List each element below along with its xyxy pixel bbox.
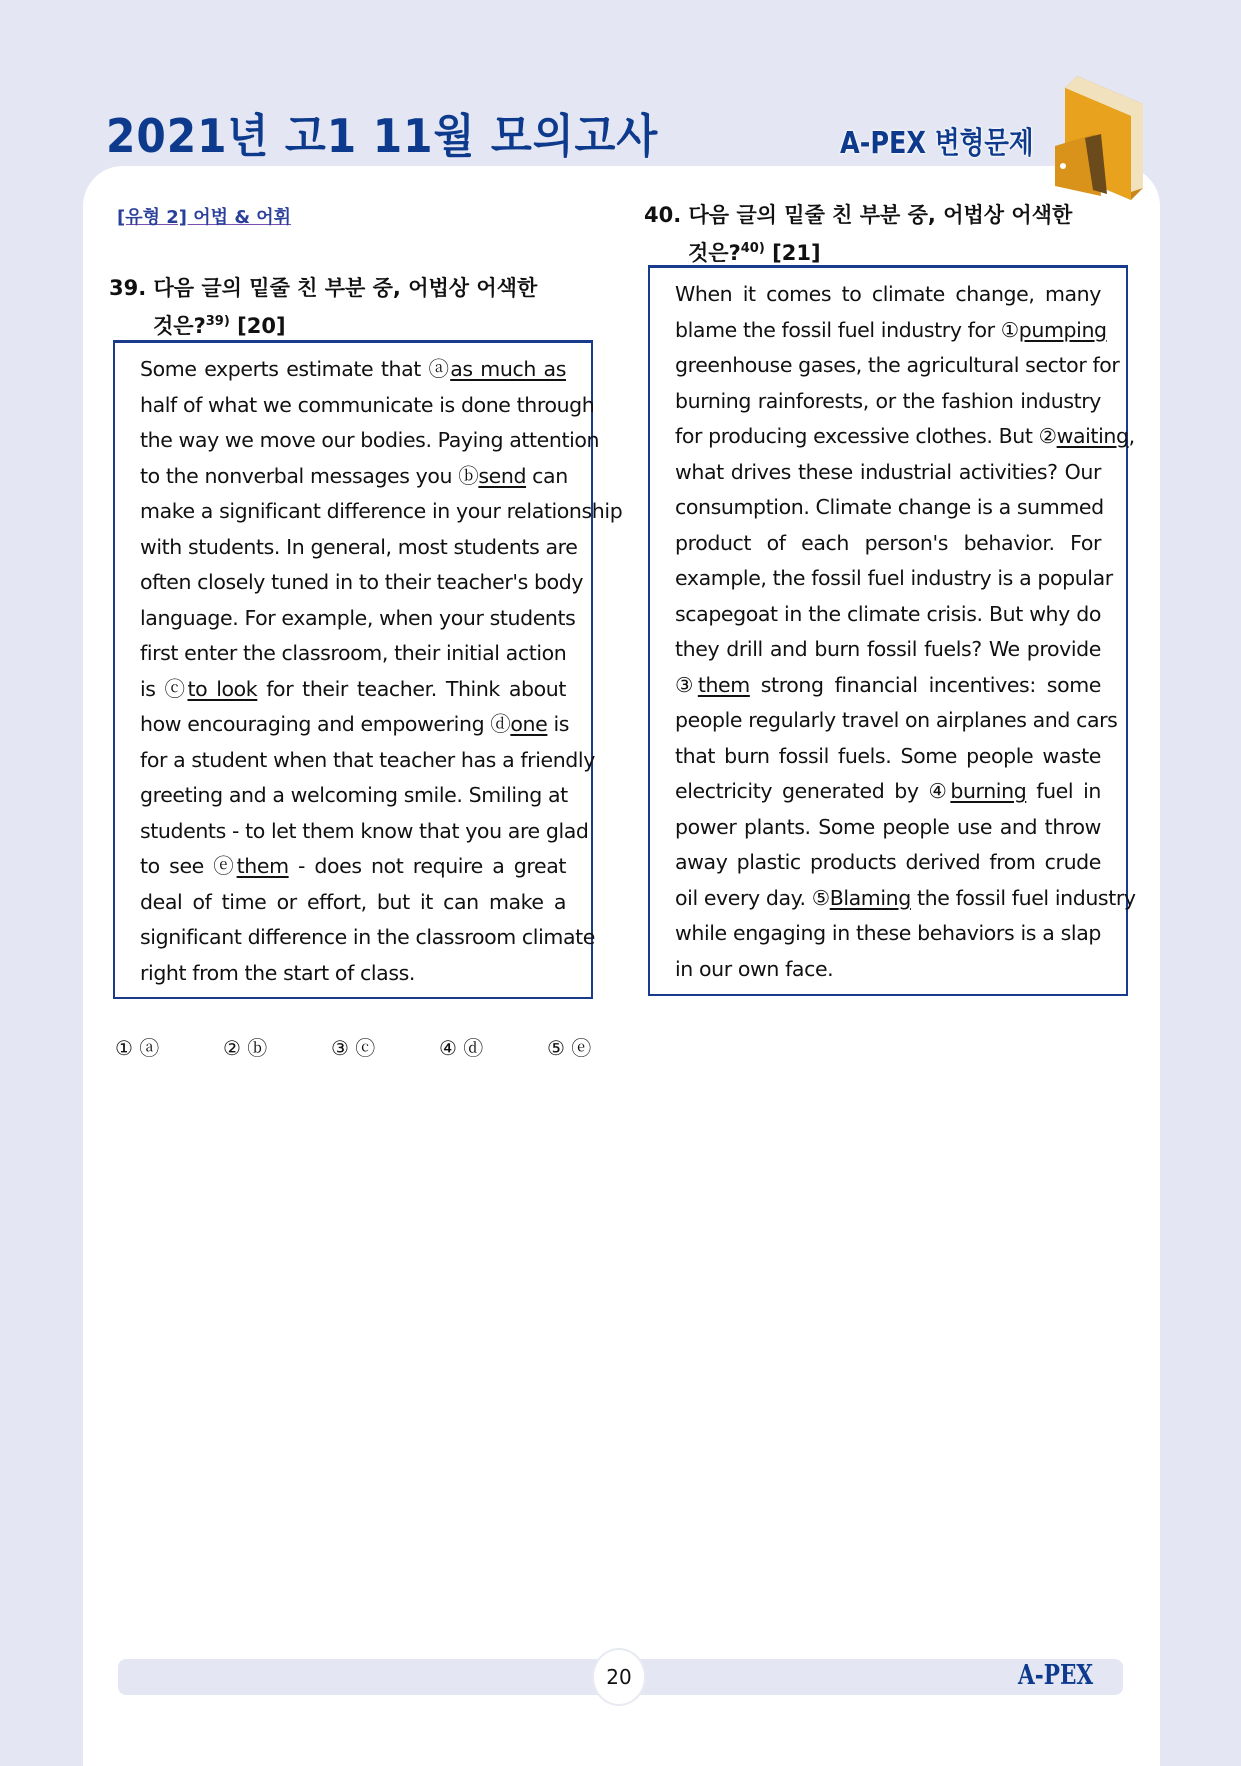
text-segment: , [1128,424,1135,448]
q40-heading [644,199,1134,270]
page-number: 20 [592,1648,646,1706]
q39-footnote: 39) [205,314,230,329]
text-segment: people regularly travel on airplanes and cars [675,708,1118,732]
text-segment: language. For example, when your students [140,605,576,630]
passage-line [675,419,1135,455]
passage-line [140,707,570,743]
section-label: [유형 2] 어법 & 어휘 [117,207,292,228]
passage-line [140,956,566,992]
text-segment: fuel in [1026,779,1101,803]
passage-line [140,352,566,388]
text-segment: deal of time or effort, but it can make a [140,889,566,914]
brand-label: A-PEX 변형문제 [840,126,1034,161]
text-segment: right from the start of class. [140,960,416,985]
passage-line [140,920,595,956]
text-segment: make a significant difference in your relationship [140,499,623,523]
q39-choices [115,1032,655,1061]
text-segment: When it comes to climate change, many [675,282,1101,306]
passage-line [140,565,584,601]
passage-line [675,348,1120,384]
text-segment: electricity generated by ④ [675,779,951,803]
text-segment: what drives these industrial activities? Our [675,459,1101,484]
text-segment: first enter the classroom, their initial action [140,641,567,665]
passage-line [140,636,566,672]
text-segment: with students. In general, most students are [140,534,578,559]
passage-line [675,845,1101,881]
underlined-phrase: waiting [1056,424,1129,448]
text-segment: ③ [675,672,698,697]
text-segment: is [547,712,570,736]
q40-second-line: 것은? [688,241,741,265]
text-segment: half of what we communicate is done through [140,392,595,417]
passage-line [140,494,623,530]
page-title: 2021년 고1 11월 모의고사 [106,109,659,163]
text-segment: scapegoat in the climate crisis. But why do [675,601,1101,626]
text-segment: students - to let them know that you are glad [140,818,589,843]
underlined-phrase: them [697,672,750,697]
text-segment: burning rainforests, or the fashion industry [675,388,1101,413]
text-segment: for producing excessive clothes. But ② [675,424,1057,448]
passage-line [675,313,1107,349]
text-segment: significant difference in the classroom climate [140,925,595,949]
text-segment: can [526,463,568,488]
passage-line [140,459,566,495]
passage-line [140,885,566,921]
passage-line [675,490,1104,526]
text-segment: example, the fossil fuel industry is a popular [675,566,1113,590]
passage-line [675,952,1101,988]
text-segment: strong financial incentives: some [749,672,1101,697]
underlined-phrase: send [478,463,527,488]
underlined-phrase: them [236,854,289,878]
q39-heading [109,272,599,343]
passage-line [675,384,1101,420]
text-segment: how encouraging and empowering ⓓ [140,712,511,736]
choice-1[interactable]: ① ⓐ [115,1036,160,1060]
choice-2[interactable]: ② ⓑ [223,1036,268,1060]
text-segment: that burn fossil fuels. Some people waste [675,743,1101,768]
q40-footnote: 40) [740,241,765,256]
text-segment: while engaging in these behaviors is a slap [675,921,1101,945]
text-segment: for their teacher. Think about [257,676,566,701]
text-segment: Some experts estimate that ⓐ [140,357,451,381]
underlined-phrase: pumping [1018,317,1107,342]
passage-line [675,526,1101,562]
text-segment: in our own face. [675,956,834,981]
text-segment: to the nonverbal messages you ⓑ [140,463,479,488]
text-segment: often closely tuned in to their teacher's body [140,570,584,594]
passage-line [140,814,589,850]
q39-tag: [20] [237,314,286,338]
text-segment: blame the fossil fuel industry for ① [675,317,1019,342]
book-icon [1055,76,1145,200]
choice-3[interactable]: ③ ⓒ [331,1036,376,1060]
passage-line [675,916,1101,952]
text-segment: the way we move our bodies. Paying attention [140,428,600,452]
passage-line [675,632,1101,668]
text-segment: is ⓒ [140,676,188,701]
underlined-phrase: to look [187,676,258,701]
choice-4[interactable]: ④ ⓓ [439,1036,484,1060]
passage-line [675,455,1101,491]
passage-line [675,810,1101,846]
text-segment: greeting and a welcoming smile. Smiling at [140,783,568,807]
passage-line [675,881,1136,917]
q40-tag: [21] [772,241,821,265]
passage-line [140,601,576,637]
passage-line [675,668,1101,704]
footer-brand-logo: A-PEX [1018,1660,1094,1691]
text-segment: power plants. Some people use and throw [675,814,1101,839]
text-segment: oil every day. ⑤ [675,885,830,910]
q39-second-line: 것은? [153,314,206,338]
passage-line [140,388,595,424]
passage-line [140,743,595,779]
passage-line [140,778,566,814]
choice-5[interactable]: ⑤ ⓔ [547,1036,592,1060]
underlined-phrase: Blaming [829,885,911,910]
passage-line [140,530,578,566]
passage-line [675,774,1101,810]
underlined-phrase: as much as [450,357,567,381]
passage-line [140,423,600,459]
text-segment: away plastic products derived from crude [675,850,1101,874]
text-segment: product of each person's behavior. For [675,530,1101,555]
q40-passage-box [648,265,1136,996]
passage-line [675,739,1101,775]
q39-number-line: 39. 다음 글의 밑줄 친 부분 중, 어법상 어색한 [109,276,538,300]
underlined-phrase: burning [950,779,1027,803]
q39-passage-box [113,340,623,999]
text-segment: - does not require a great [288,854,566,878]
passage-line [675,277,1101,313]
text-segment: greenhouse gases, the agricultural sector for [675,353,1120,377]
underlined-phrase: one [510,712,548,736]
passage-line [140,849,566,885]
passage-line [675,597,1101,633]
text-segment: to see ⓔ [140,854,237,878]
passage-line [140,672,566,708]
text-segment: for a student when that teacher has a friendly [140,747,595,772]
q40-number-line: 40. 다음 글의 밑줄 친 부분 중, 어법상 어색한 [644,203,1073,227]
text-segment: they drill and burn fossil fuels? We provide [675,637,1101,661]
passage-line [675,703,1118,739]
passage-line [675,561,1113,597]
text-segment: the fossil fuel industry [910,885,1136,910]
text-segment: consumption. Climate change is a summed [675,495,1104,519]
